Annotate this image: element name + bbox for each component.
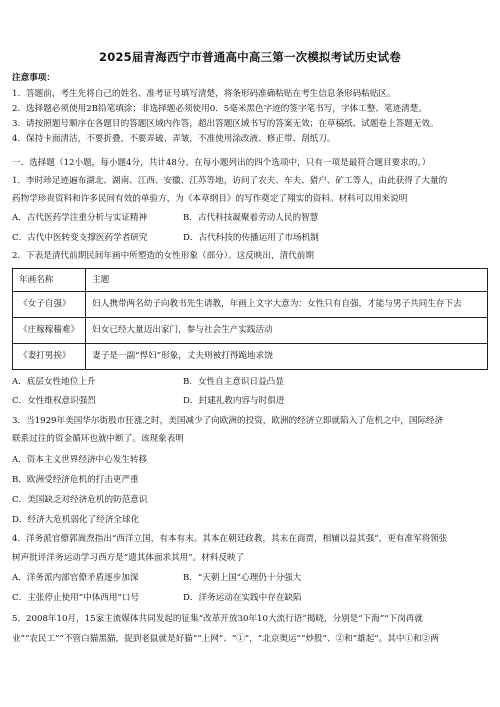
notice-item: 2．选择题必须使用2B铅笔填涂；非选择题必须使用0．5毫米黑色字迹的签字笔书写，字体工整、笔迹清楚。 (12, 104, 427, 114)
question-1-option-c[interactable]: C．古代中医转变支撑医药学者研究 (12, 233, 148, 243)
question-2-option-d[interactable]: D．封建礼教内容与时俱进 (183, 396, 285, 406)
table-row (13, 318, 488, 344)
question-4-option-d[interactable]: D．洋务运动在实践中存在缺陷 (183, 593, 302, 603)
table-cell: 妻子是一副“悍妇”形象，丈夫则被打得跪地求饶 (86, 344, 488, 370)
table-header-row (13, 269, 488, 292)
table-cell: 妇女已经大量迈出家门，参与社会生产实践活动 (86, 318, 488, 344)
question-2-stem: 2．下表是清代前期民间年画中所塑造的女性形象（部分）。这反映出，清代前期 (12, 251, 314, 261)
question-1-option-a[interactable]: A．古代医药学注重分析与实证精神 (12, 213, 148, 223)
question-4-stem-cont: 树声批评洋务运动学习西方是“遗其体面求其用”。材料反映了 (12, 553, 245, 563)
table-row (13, 292, 488, 318)
table-cell: 《女子自强》 (13, 292, 86, 318)
question-2-option-c[interactable]: C．女性维权意识强烈 (12, 396, 96, 406)
question-2-option-b[interactable]: B．女性自主意识日益凸显 (183, 377, 284, 387)
question-3-stem-cont: 联系过往的资金循环也就中断了。该现象表明 (12, 434, 184, 444)
question-1-option-d[interactable]: D．古代科技的传播运用了市场机制 (183, 233, 319, 243)
table-cell: 《庄稼稼穑难》 (13, 318, 86, 344)
question-2-option-a[interactable]: A．底层女性地位上升 (12, 377, 96, 387)
question-2-table (12, 268, 488, 370)
question-1-option-b[interactable]: B．古代科技凝聚着劳动人民的智慧 (183, 213, 319, 223)
question-3-stem: 3．当1929年美国华尔街股市狂涨之时，美国减少了向欧洲的投资，欧洲的经济立即就陷入了危机之中，国际经济 (12, 416, 444, 426)
notice-item: 4．保持卡面清洁，不要折叠，不要弄破、弄皱，不准使用涂改液、修正带、刮纸刀。 (12, 134, 336, 144)
question-3-option-c[interactable]: C．美国缺乏对经济危机的防范意识 (12, 495, 148, 505)
question-3-option-b[interactable]: B．欧洲受经济危机的打击更严重 (12, 475, 139, 485)
question-1-stem-cont: 药物学珍贵资料和许多民间有效的单验方，为《本草纲目》的写作奠定了翔实的资料。材料可以用来说明 (12, 194, 408, 204)
page-title: 2025届青海西宁市普通高中高三第一次模拟考试历史试卷 (99, 50, 401, 64)
question-1-stem: 1．李时珍足迹遍布湖北、湖南、江西、安徽、江苏等地，访问了农夫、车夫、猎户、矿工等人，由此获得了大量的 (12, 176, 448, 186)
question-4-option-c[interactable]: C．主张停止使用“中体西用”口号 (12, 593, 140, 603)
question-5-stem: 5．2008年10月，15家主流媒体共同发起的征集“改革开放30年10大流行语”揭晓，分别是“下海”“下岗再就 (12, 614, 424, 624)
notice-item: 3．请按照题号顺序在各题目的答题区域内作答，超出答题区域书写的答案无效；在草稿纸、试题卷上答题无效。 (12, 119, 439, 129)
question-4-option-a[interactable]: A．洋务派内部官僚矛盾逐步加深 (12, 573, 139, 583)
question-3-option-d[interactable]: D．经济大危机弱化了经济全球化 (12, 515, 140, 525)
question-5-stem-cont: 业”“农民工”“不管白猫黑猫，捉到老鼠就是好猫”“上网”、“①”，“北京奥运”“炒股”、②和“雄起”。其中①和②两 (12, 634, 439, 644)
question-4-stem: 4．洋务派官僚郭嵩焘指出“西洋立国，有本有末。其本在朝廷政教，其末在商贾，相辅以益其强”，更有准军将领张 (12, 534, 448, 544)
table-header-cell: 主题 (86, 269, 488, 292)
table-cell: 妇人携带两名幼子向教书先生请教，年画上文字大意为：女性只有自强，才能与男子共同生存下去 (86, 292, 488, 318)
table-row (13, 344, 488, 370)
section-heading: 一．选择题（12小题，每小题4分，共计48分。在每小题列出的四个选项中，只有一项是最符合题目要求的。） (12, 158, 431, 168)
table-header-cell: 年画名称 (13, 269, 86, 292)
table-cell: 《妻打男挨》 (13, 344, 86, 370)
question-3-option-a[interactable]: A．资本主义世界经济中心发生转移 (12, 455, 148, 465)
question-4-option-b[interactable]: B．“天朝上国”心理仍十分强大 (183, 573, 302, 583)
notice-heading: 注意事项： (12, 73, 55, 83)
notice-item: 1．答题前，考生先将自己的姓名、准考证号填写清楚，将条形码准确粘贴在考生信息条形码粘贴区。 (12, 89, 396, 99)
